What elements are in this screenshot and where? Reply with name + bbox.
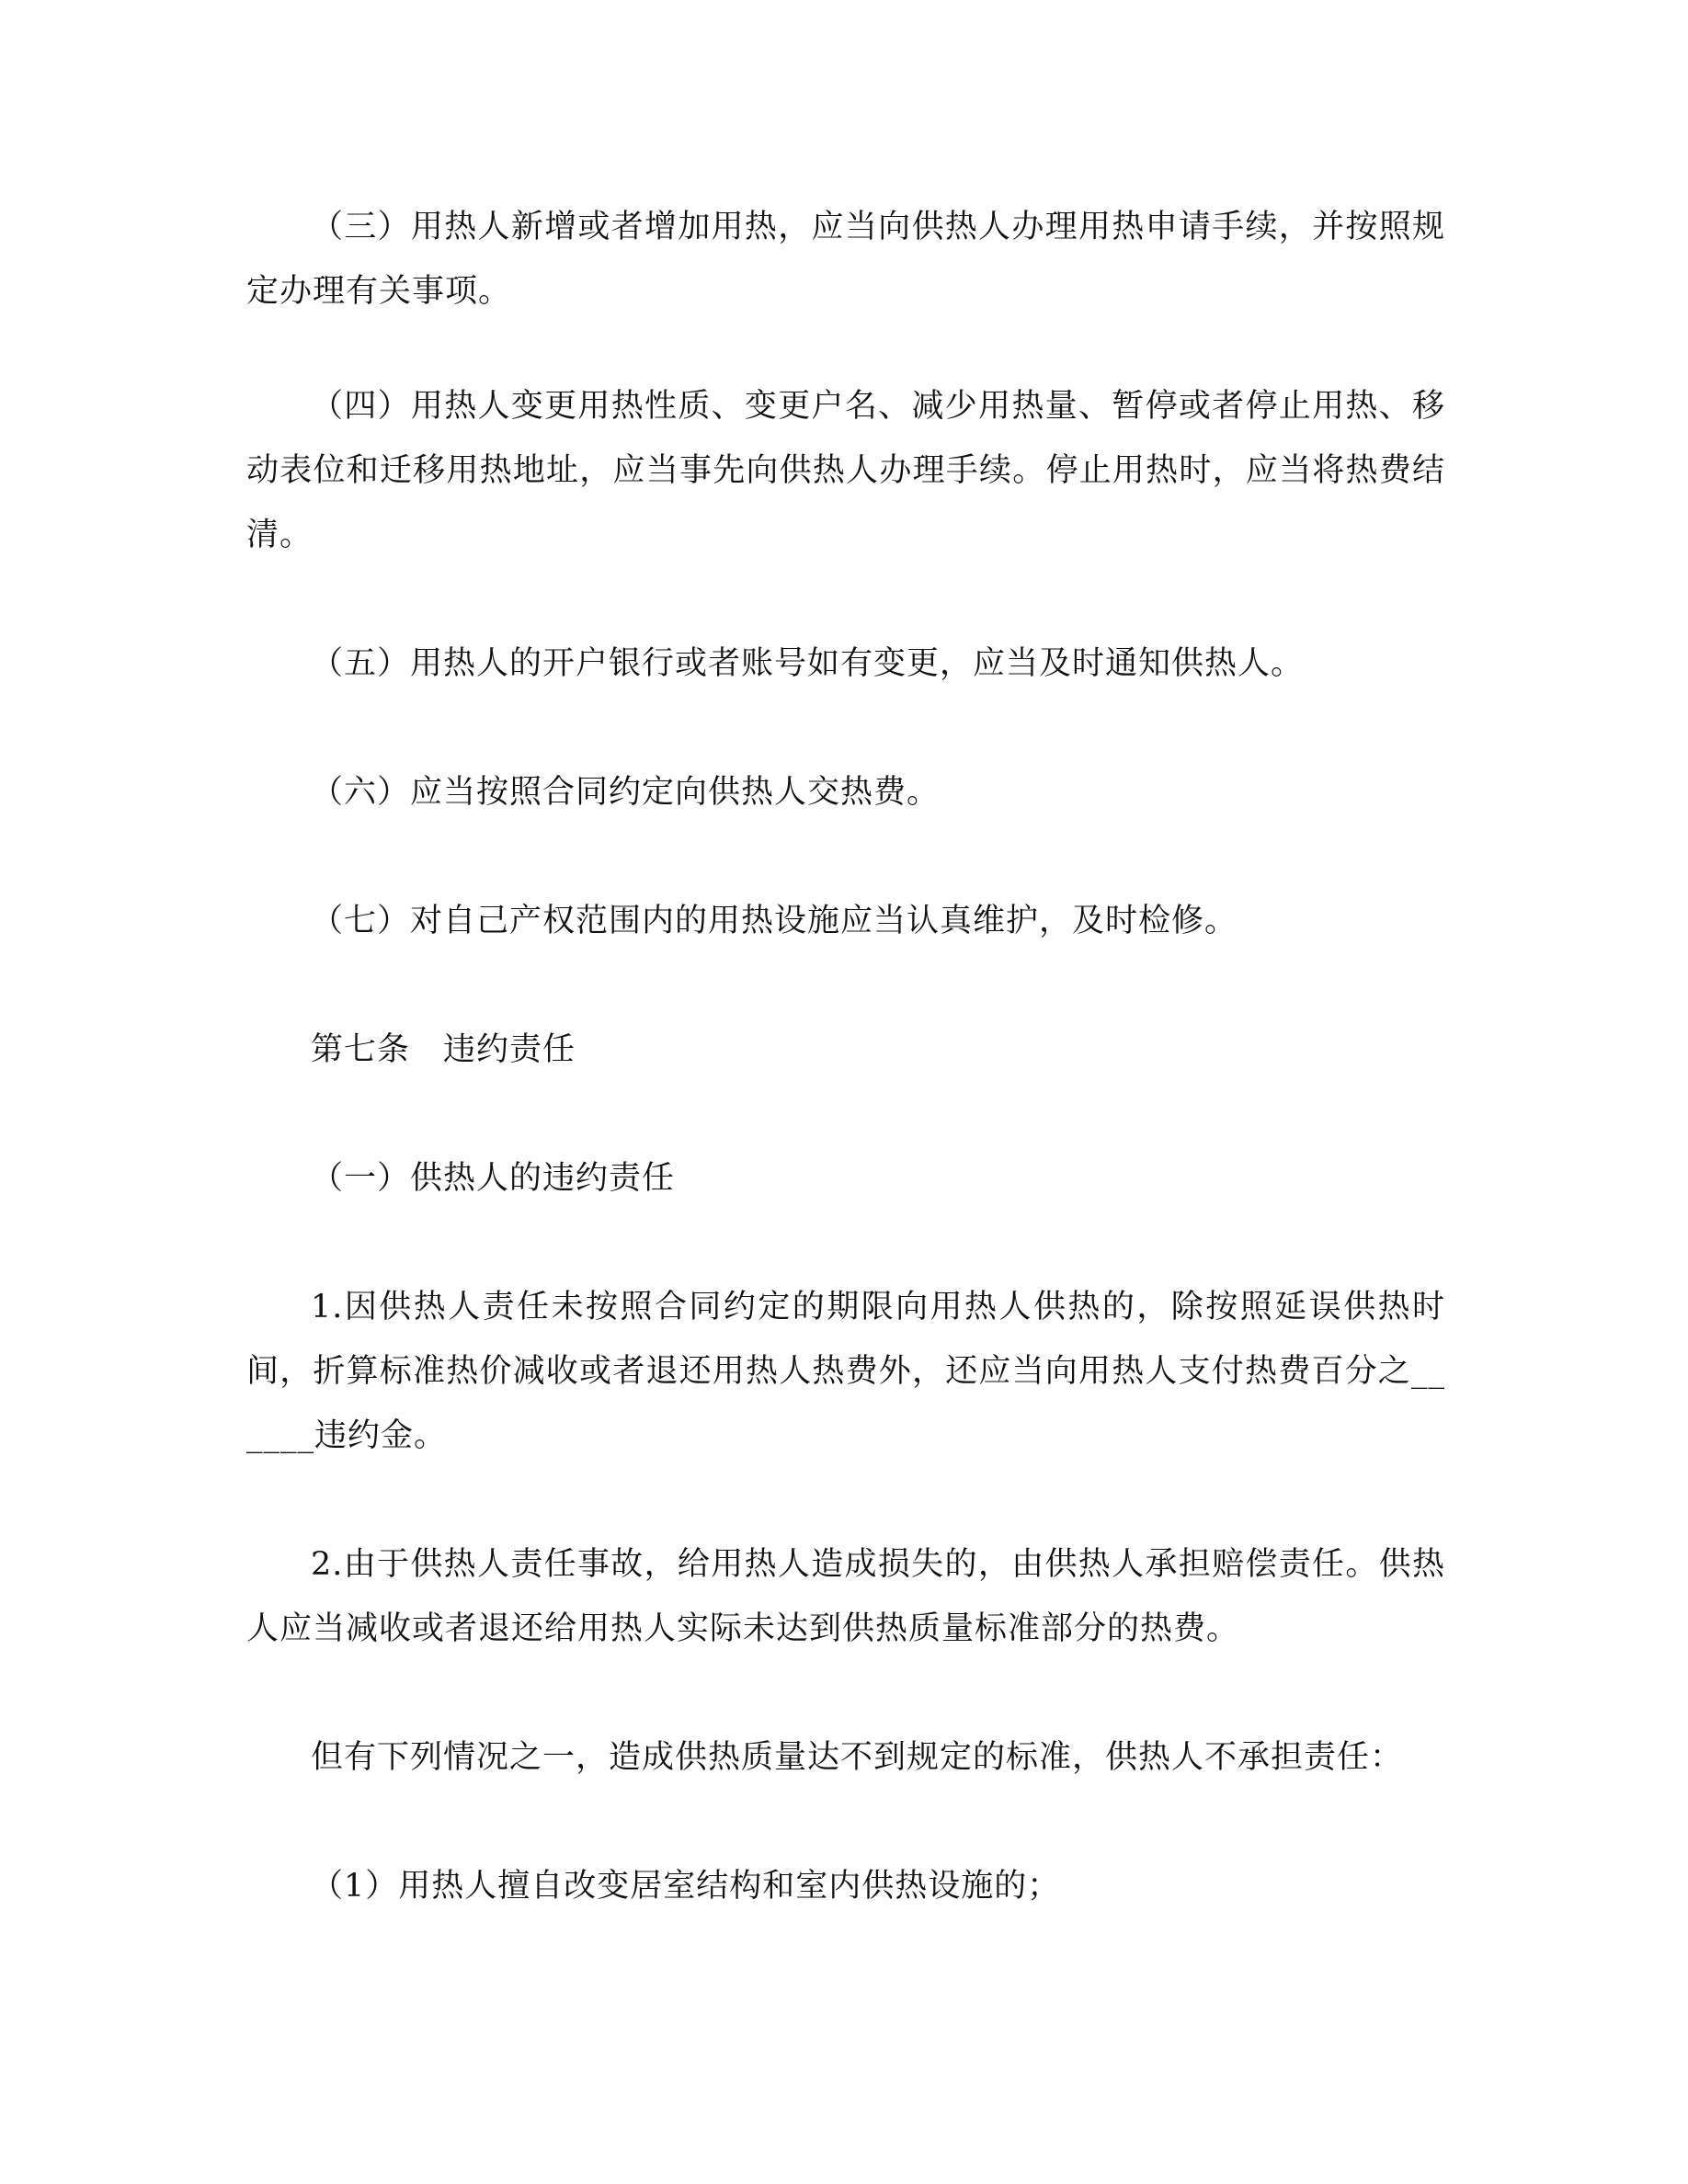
paragraph-3: （三）用热人新增或者增加用热，应当向供热人办理用热申请手续，并按照规定办理有关事项。 [246, 209, 1445, 310]
clause-2: 2.由于供热人责任事故，给用热人造成损失的，由供热人承担赔偿责任。供热人应当减收或者退还给用热人实际未达到供热质量标准部分的热费。 [246, 1546, 1445, 1647]
article-7-heading: 第七条 违约责任 [311, 1031, 576, 1068]
paragraph-4: （四）用热人变更用热性质、变更户名、减少用热量、暂停或者停止用热、移动表位和迁移用热地址，应当事先向供热人办理手续。停止用热时，应当将热费结清。 [246, 388, 1445, 553]
exception-item-1: （1）用热人擅自改变居室结构和室内供热设施的； [311, 1868, 1061, 1905]
exception-intro: 但有下列情况之一，造成供热质量达不到规定的标准，供热人不承担责任： [311, 1739, 1404, 1776]
paragraph-7: （七）对自己产权范围内的用热设施应当认真维护，及时检修。 [311, 903, 1238, 939]
section-1-heading: （一）供热人的违约责任 [311, 1160, 676, 1197]
paragraph-5: （五）用热人的开户银行或者账号如有变更，应当及时通知供热人。 [311, 645, 1305, 682]
clause-1: 1.因供热人责任未按照合同约定的期限向用热人供热的，除按照延误供热时间，折算标准热价减收或者退还用热人热费外，还应当向用热人支付热费百分之______违约金。 [246, 1289, 1445, 1454]
paragraph-6: （六）应当按照合同约定向供热人交热费。 [311, 774, 941, 811]
